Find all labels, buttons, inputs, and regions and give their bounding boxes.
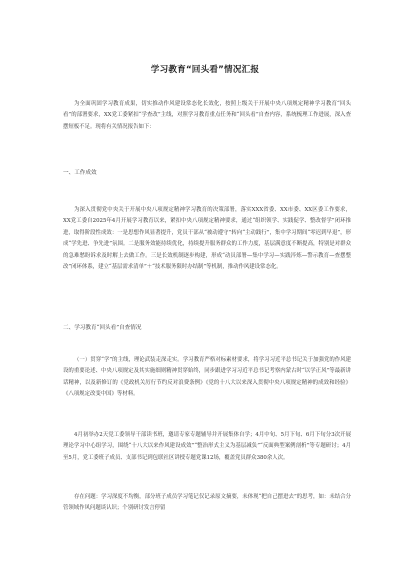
section-paragraph-study-activities: 4月初举办2天党工委领导干部读书班，邀请专家专题辅导并开展集体自学；4月中旬、5月下旬、6月下旬分3次开展理论学习中心组学习，围绕“十八大以来作风建设成效”“整治形式主义为基层减负”“反面典型案例剖析”等专题研讨；4月至5月，党工委班子成员、支部书记到包联社区讲授专题党课12场，覆盖党员群众380余人次。 — [63, 432, 351, 461]
section-paragraph-study-mainline: （一）贯穿“学”的主线，理论武装走深走实。学习教育严格对标素材要求，将学习习近平总书记关于加强党的作风建设的重要论述、中央八项规定及其实施细则精神贯穿始终，同步跟进学习习近平总书记考察内蒙古时“以学正风”等最新讲话精神，以及新修订的《党政机关厉行节约反对浪费条例》《党的十八大以来深入贯彻中央八项规定精神的成效和经验》《八项规定改变中国》等材料。 — [63, 357, 351, 398]
section-paragraph-existing-problems: 存在问题：学习深度不均衡，部分班子成员学习笔记仅记录原文摘要，未体现“把自己摆进去”的思考，如：未结合分管领域作风问题谈认识；个别研讨发言停留 — [63, 494, 351, 512]
intro-paragraph: 为全面巩固学习教育成果，切实推动作风建设常态化长效化，按照上级关于开展中央八项规定精神学习教育“回头看”的部署要求，XX党工委紧扣“学查改”主线，对照学习教育重点任务和“回头看”自查内容，系统梳理工作进展，深入查摆短板不足。现将有关情况报告如下： — [63, 101, 351, 130]
section-paragraph-work-results: 为深入贯彻党中央关于开展中央八项规定精神学习教育的决策部署，落实XXX省委、XX市委、XX区委工作要求，XX党工委自2025年4月开展学习教育以来，紧扣中央八项规定精神要求，通过“组织领学、实践促学、整改督学”闭环推进，取得阶段性成效：一是思想作风显著提升，党员干部从“被动遵守”转向“主动践行”，集中学习期间“零迟到早退”，形成“学先进、争先进”氛围。二是服务效能持续优化，持续提升服务群众的工作力度，基层满意度不断提高，特别是对群众的急难愁盼诉求及时解上去做工作。三是长效机制逐步构建，形成“动员部署—集中学习—实践淬炼—警示教育—查摆整改”闭环体系，建立“基层需求清单”＋“技术服务限时办结制”等机制，推动作风建设常态化。 — [63, 207, 351, 271]
section-heading-self-inspection: 二、学习教育“回头看”自查情况 — [63, 325, 142, 331]
section-heading-work-results: 一、工作成效 — [63, 170, 97, 176]
document-title: 学习教育“回头看”情况汇报 — [150, 65, 260, 75]
